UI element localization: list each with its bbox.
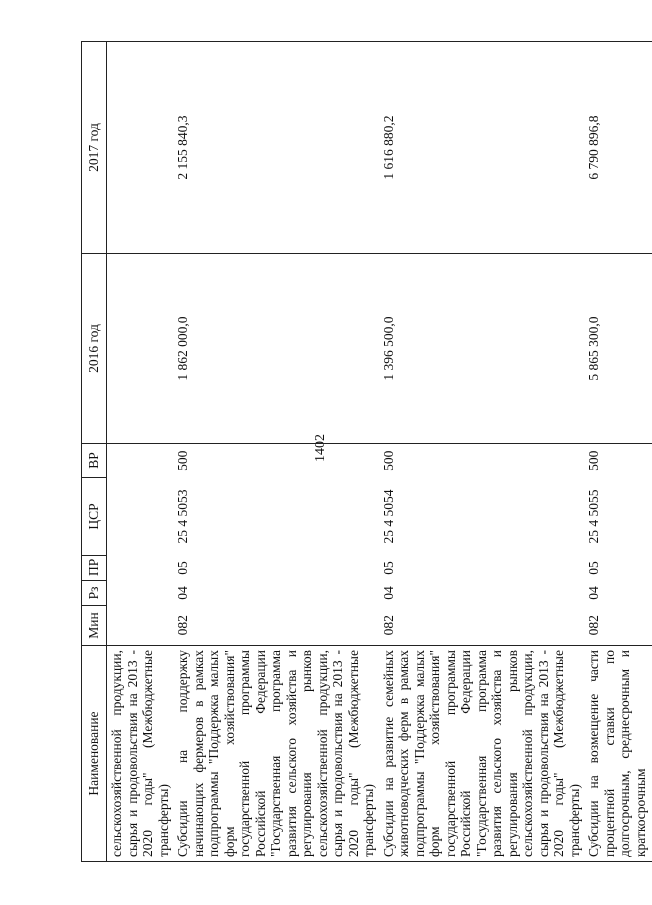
col-header-vr: ВР (82, 444, 107, 478)
row-min: 082 (175, 606, 381, 646)
row-name: Субсидии на возмещение части процентной ставки по долгосрочным, среднесрочным и краткосрочным (586, 646, 652, 862)
row-2017: 2 155 840,3 (175, 42, 381, 254)
table-row (175, 42, 381, 862)
col-header-2017: 2017 год (82, 42, 107, 254)
row-pr: 05 (380, 561, 396, 575)
row-min: 082 (586, 606, 652, 646)
row-rz: 04 (380, 586, 396, 600)
budget-table (81, 41, 652, 862)
col-header-csr: ЦСР (82, 478, 107, 556)
row-2017: 1 616 880,2 (381, 42, 587, 254)
row-csr: 25 4 5054 (380, 489, 396, 544)
table-row (107, 42, 176, 862)
col-header-pr: ПР (82, 556, 107, 581)
header-row (82, 42, 107, 862)
col-header-min: Мин (82, 606, 107, 646)
col-header-rz: Рз (82, 581, 107, 606)
row-csr: 25 4 5053 (175, 489, 190, 544)
row-2016: 1 396 500,0 (381, 254, 587, 444)
row-vr: 500 (586, 444, 652, 478)
row-csr (107, 478, 176, 556)
row-pr: 05 (175, 561, 190, 575)
row-2017: 6 790 896,8 (586, 42, 652, 254)
col-header-name: Наименование (82, 646, 107, 862)
table-row (586, 42, 652, 862)
row-2016: 5 865 300,0 (586, 254, 652, 444)
row-2017 (107, 42, 176, 254)
col-header-2016: 2016 год (82, 254, 107, 444)
rotated-page (81, 42, 648, 862)
table-row (381, 42, 587, 862)
row-vr (107, 444, 176, 478)
row-name: сельскохозяйственной продукции, сырья и продовольствия на 2013 - 2020 годы" (Межбюджетные трансферты) (107, 646, 176, 862)
row-2016: 1 862 000,0 (175, 254, 381, 444)
row-name: Субсидии на поддержку начинающих фермеров в рамках подпрограммы "Поддержка малых форм хозяйствования" государственной программы Российской Федерации "Государственная программа развития сельского хозяйства и регулирования рынков сельскохозяйственной продукции, сырья и продовольствия на 2013 - 2020 годы" (Межбюджетные трансферты) (175, 646, 381, 862)
row-name: Субсидии на развитие семейных животноводческих ферм в рамках подпрограммы "Поддержка малых форм хозяйствования" государственной программы Российской Федерации "Государственная программа развития сельского хозяйства и регулирования рынков сельскохозяйственной продукции, сырья и продовольствия на 2013 - 2020 годы" (Межбюджетные трансферты) (381, 646, 587, 862)
row-vr: 500 (381, 444, 587, 478)
row-vr: 500 (175, 444, 381, 478)
row-pr (107, 556, 176, 581)
row-min (107, 606, 176, 646)
row-rz: 04 (586, 586, 601, 600)
row-csr: 25 4 5055 (586, 489, 601, 544)
row-rz (107, 581, 176, 606)
row-min: 082 (381, 606, 587, 646)
row-pr: 05 (586, 561, 601, 575)
page-number: 1402 (313, 434, 328, 462)
row-rz: 04 (175, 586, 190, 600)
row-2016 (107, 254, 176, 444)
